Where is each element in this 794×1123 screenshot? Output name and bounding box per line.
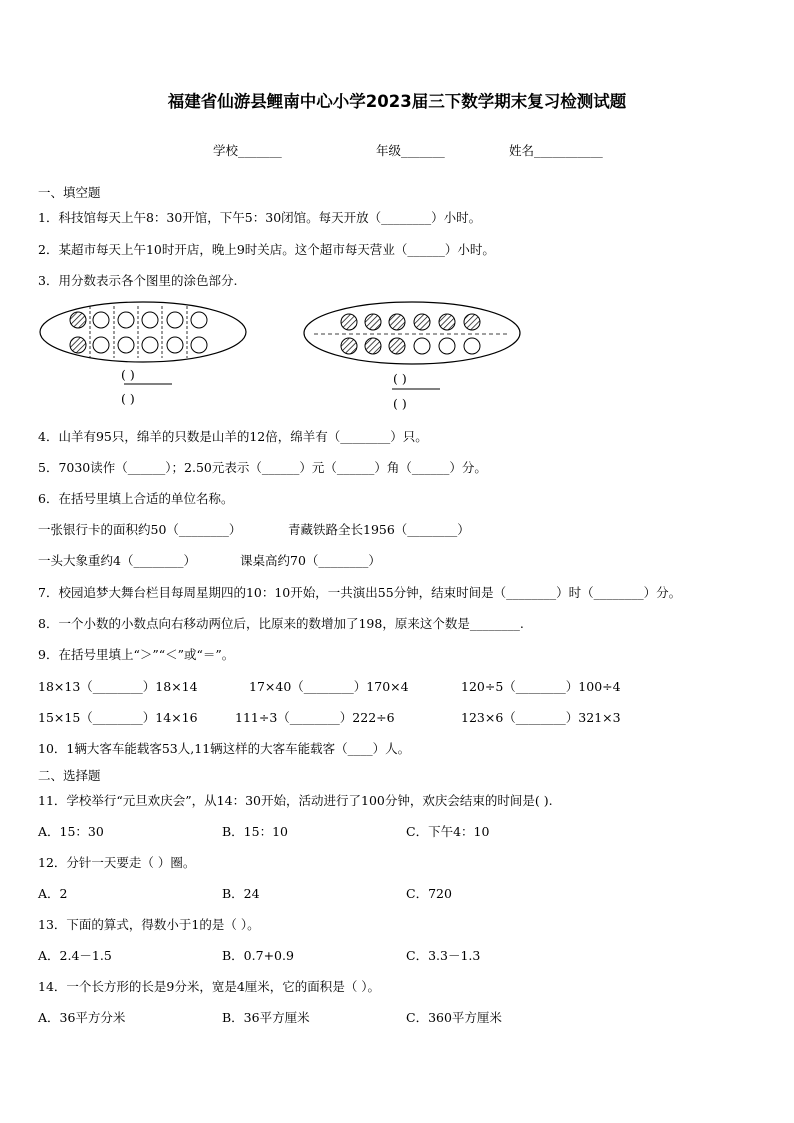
question-9: 9．在括号里填上“＞”“＜”或“＝”。	[38, 647, 235, 662]
question-3: 3．用分数表示各个图里的涂色部分.	[38, 273, 238, 288]
question-12: 12．分针一天要走（ ）圈。	[38, 855, 196, 870]
fraction-2-numerator: ( )	[393, 371, 407, 386]
fraction-1-numerator: ( )	[121, 367, 135, 382]
question-4: 4．山羊有95只，绵羊的只数是山羊的12倍，绵羊有（________）只。	[38, 429, 428, 444]
name-field: 姓名___________	[509, 143, 603, 158]
question-5: 5．7030读作（______）；2.50元表示（______）元（______）角（______）分。	[38, 460, 487, 475]
question-9c: 120÷5（________）100÷4	[461, 679, 621, 694]
page-title: 福建省仙游县鲤南中心小学2023届三下数学期末复习检测试题	[167, 92, 627, 111]
question-10: 10．1辆大客车能载客53人,11辆这样的大客车能载客（____）人。	[38, 741, 411, 756]
question-9d: 15×15（________）14×16	[38, 710, 198, 725]
question-11-option-c: C．下午4：10	[406, 824, 490, 839]
question-9a: 18×13（________）18×14	[38, 679, 198, 694]
question-12-option-c: C．720	[406, 886, 452, 901]
section-choice: 二、选择题	[38, 768, 101, 783]
question-14-option-b: B．36平方厘米	[222, 1010, 310, 1025]
fraction-1-denominator: ( )	[121, 391, 135, 406]
question-6a: 一张银行卡的面积约50（________）	[38, 522, 242, 537]
question-6b: 青藏铁路全长1956（________）	[288, 522, 470, 537]
grade-field: 年级_______	[376, 143, 445, 158]
question-6c: 一头大象重约4（________）	[38, 553, 196, 568]
question-7: 7．校园追梦大舞台栏目每周星期四的10：10开始，一共演出55分钟，结束时间是（________）时（________）分。	[38, 585, 682, 600]
question-14-option-c: C．360平方厘米	[406, 1010, 502, 1025]
question-12-option-b: B．24	[222, 886, 260, 901]
question-14-option-a: A．36平方分米	[38, 1010, 126, 1025]
question-8: 8．一个小数的小数点向右移动两位后，比原来的数增加了198，原来这个数是________.	[38, 616, 524, 631]
question-14: 14．一个长方形的长是9分米，宽是4厘米，它的面积是（ ）。	[38, 979, 381, 994]
question-11: 11．学校举行“元旦欢庆会”，从14：30开始，活动进行了100分钟，欢庆会结束的时间是( ).	[38, 793, 553, 808]
question-11-option-b: B．15：10	[222, 824, 288, 839]
figure-ellipse-left	[38, 300, 250, 416]
question-1: 1．科技馆每天上午8：30开馆，下午5：30闭馆。每天开放（________）小时。	[38, 210, 482, 225]
fraction-2-denominator: ( )	[393, 396, 407, 411]
question-2: 2．某超市每天上午10时开店，晚上9时关店。这个超市每天营业（______）小时。	[38, 242, 495, 257]
question-13-option-a: A．2.4－1.5	[38, 948, 112, 963]
question-11-option-a: A．15：30	[38, 824, 104, 839]
figure-ellipse-right	[302, 300, 524, 416]
school-field: 学校_______	[213, 143, 282, 158]
question-12-option-a: A．2	[38, 886, 68, 901]
question-6d: 课桌高约70（________）	[240, 553, 381, 568]
question-13-option-b: B．0.7+0.9	[222, 948, 294, 963]
question-9e: 111÷3（________）222÷6	[235, 710, 395, 725]
question-9f: 123×6（________）321×3	[461, 710, 621, 725]
question-13: 13．下面的算式，得数小于1的是（ ）。	[38, 917, 260, 932]
question-6: 6．在括号里填上合适的单位名称。	[38, 491, 234, 506]
question-13-option-c: C．3.3－1.3	[406, 948, 481, 963]
question-9b: 17×40（________）170×4	[249, 679, 409, 694]
section-fill-in: 一、填空题	[38, 185, 101, 200]
